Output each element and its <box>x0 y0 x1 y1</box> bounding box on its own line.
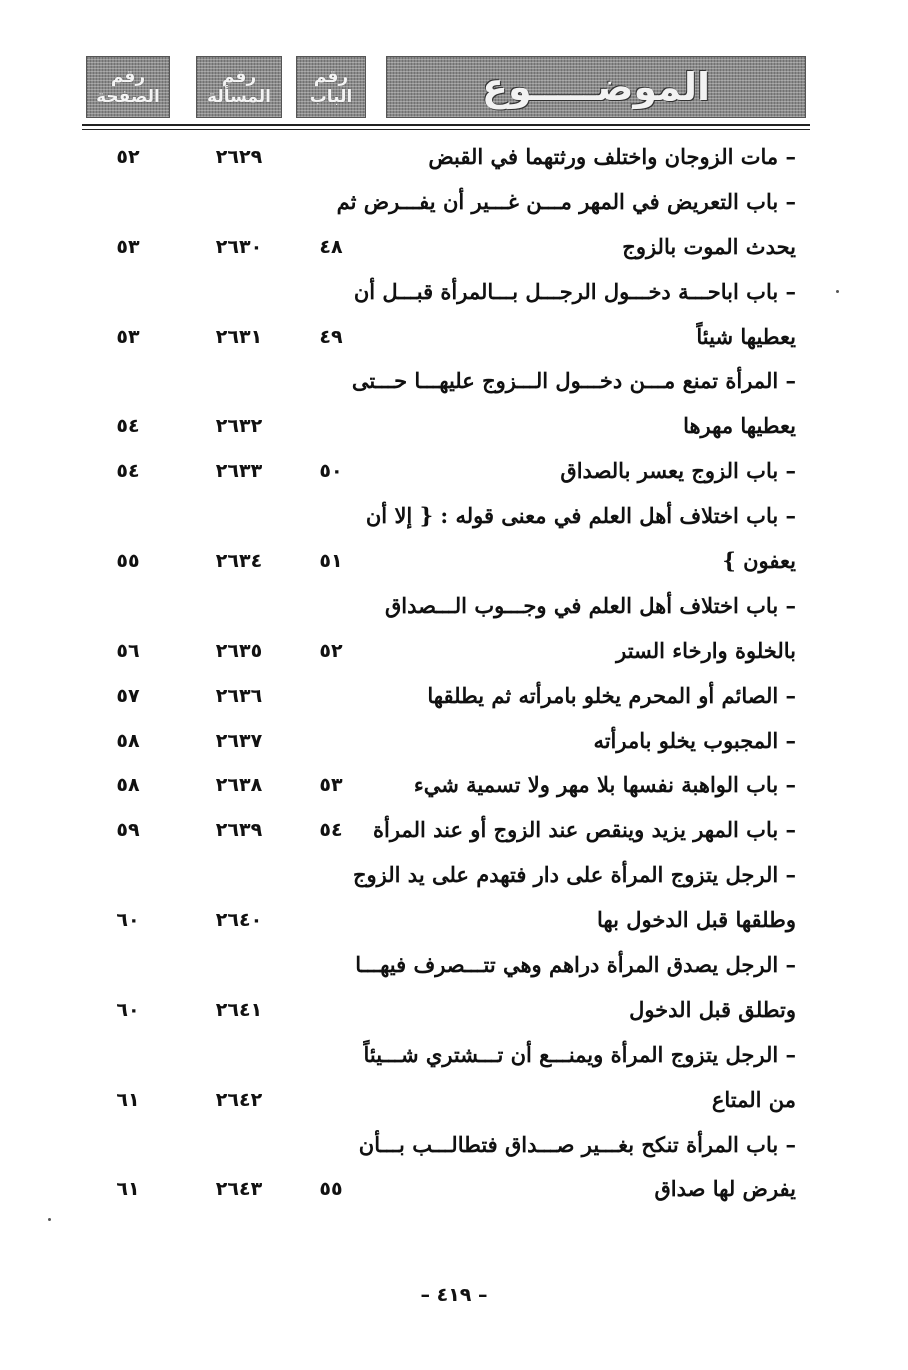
masala-number-cell: ٢٦٣٣ <box>215 460 263 483</box>
bab-number-cell <box>296 270 366 315</box>
masala-number-cell <box>196 180 282 225</box>
table-row <box>0 763 908 808</box>
header-bab-line1: رقم <box>313 67 349 87</box>
page-number-cell: ٥٤ <box>116 415 140 438</box>
table-row <box>0 1033 908 1078</box>
topic-cell: – الرجل يتزوج المرأة على دار فتهدم على يد الزوج <box>352 862 796 888</box>
page-number-cell <box>86 584 170 629</box>
table-row <box>0 719 908 764</box>
topic-cell: – المجبوب يخلو بامرأته <box>593 727 796 753</box>
page-number-cell <box>86 270 170 315</box>
table-row <box>0 943 908 988</box>
bab-number-cell <box>296 1078 366 1123</box>
bab-number-cell <box>296 853 366 898</box>
bab-number-cell <box>296 988 366 1033</box>
page-number-cell: ٥٨ <box>116 774 140 797</box>
topic-cell: – باب الواهبة نفسها بلا مهر ولا تسمية شيء <box>413 772 796 798</box>
page-number-cell: ٦٠ <box>116 998 140 1021</box>
masala-number-cell <box>196 1033 282 1078</box>
bab-number-cell <box>296 135 366 180</box>
page-number-cell: ٥٩ <box>116 819 140 842</box>
masala-number-cell <box>196 494 282 539</box>
masala-number-cell: ٢٦٣٢ <box>215 415 263 438</box>
header-bab-line2: الباب <box>309 87 353 107</box>
bab-number-cell: ٤٨ <box>319 235 343 258</box>
bab-number-cell: ٥٥ <box>319 1178 343 1201</box>
masala-number-cell: ٢٦٤٠ <box>215 909 263 932</box>
header-page-line2: الصفحة <box>96 87 160 107</box>
masala-number-cell <box>196 584 282 629</box>
page-number-cell: ٦٠ <box>116 909 140 932</box>
topic-cell: – باب اختلاف أهل العلم في وجـــوب الـــصداق <box>384 592 796 618</box>
bab-number-cell <box>296 1033 366 1078</box>
page-number-cell: ٥٢ <box>116 146 140 168</box>
index-table <box>0 135 908 1212</box>
page-number-cell: ٥٨ <box>116 729 140 752</box>
table-row <box>0 539 908 584</box>
table-row <box>0 629 908 674</box>
topic-cell: – باب اختلاف أهل العلم في معنى قوله : { إلا أن <box>365 503 796 529</box>
header-rule-thin <box>82 129 810 130</box>
header-page-line1: رقم <box>110 67 146 87</box>
page-number-cell: ٦١ <box>116 1088 140 1111</box>
page-number-cell: ٥٧ <box>116 684 140 707</box>
table-row <box>0 180 908 225</box>
table-row <box>0 1123 908 1168</box>
bab-number-cell <box>296 943 366 988</box>
bab-number-cell: ٥١ <box>319 550 343 573</box>
table-row <box>0 135 908 180</box>
table-row <box>0 1167 908 1212</box>
table-row <box>0 315 908 360</box>
topic-cell: يفرض لها صداق <box>654 1176 796 1202</box>
masala-number-cell: ٢٦٣٧ <box>215 729 263 752</box>
masala-number-cell <box>196 1123 282 1168</box>
page-number-cell: ٥٦ <box>116 639 140 662</box>
masala-number-cell: ٢٦٢٩ <box>215 146 263 168</box>
masala-number-cell: ٢٦٣٨ <box>215 774 263 797</box>
bab-number-cell: ٥٠ <box>319 460 343 483</box>
table-row <box>0 270 908 315</box>
topic-cell: يعطيها مهرها <box>683 413 796 439</box>
header-page-box <box>86 56 170 118</box>
header-masala-box <box>196 56 282 118</box>
masala-number-cell: ٢٦٣٥ <box>215 639 263 662</box>
table-row <box>0 449 908 494</box>
table-row <box>0 225 908 270</box>
table-row <box>0 494 908 539</box>
bab-number-cell <box>296 674 366 719</box>
masala-number-cell: ٢٦٣٩ <box>215 819 263 842</box>
topic-cell: – باب اباحـــة دخـــول الرجـــل بـــالمرأة قبـــل أن <box>353 278 796 304</box>
bab-number-cell: ٥٤ <box>319 819 343 842</box>
page-number-cell <box>86 494 170 539</box>
page-number-cell: ٥٥ <box>116 550 140 573</box>
page-number-cell: ٦١ <box>116 1178 140 1201</box>
topic-cell: بالخلوة وارخاء الستر <box>616 637 796 663</box>
print-speck <box>48 1218 51 1221</box>
table-row <box>0 988 908 1033</box>
topic-cell: – المرأة تمنع مـــن دخـــول الـــزوج عليهـــا حـــتى <box>351 368 796 394</box>
page-number-cell <box>86 1123 170 1168</box>
bab-number-cell <box>296 584 366 629</box>
topic-cell: من المتاع <box>711 1086 796 1112</box>
topic-cell: وتطلق قبل الدخول <box>629 996 796 1022</box>
page-number-cell <box>86 853 170 898</box>
table-row <box>0 674 908 719</box>
print-speck <box>836 290 839 293</box>
page-number-cell: ٥٣ <box>116 235 140 258</box>
header-rule-thick <box>82 124 810 126</box>
header-bab-box <box>296 56 366 118</box>
page-number-cell: ٥٣ <box>116 325 140 348</box>
masala-number-cell: ٢٦٣٦ <box>215 684 263 707</box>
bab-number-cell: ٤٩ <box>319 325 343 348</box>
table-row <box>0 1078 908 1123</box>
bab-number-cell <box>296 180 366 225</box>
masala-number-cell <box>196 943 282 988</box>
header-masala-line2: المسألة <box>207 87 271 107</box>
table-row <box>0 359 908 404</box>
page-number-cell: ٥٤ <box>116 460 140 483</box>
topic-cell: – باب المهر يزيد وينقص عند الزوج أو عند المرأة <box>373 817 796 843</box>
topic-cell: وطلقها قبل الدخول بها <box>597 907 796 933</box>
topic-cell: – باب المرأة تنكح بغـــير صـــداق فتطالـــب بـــأن <box>358 1131 796 1157</box>
masala-number-cell <box>196 270 282 315</box>
topic-cell: – باب التعريض في المهر مـــن غـــير أن يفـــرض ثم <box>336 188 796 214</box>
table-row <box>0 584 908 629</box>
topic-cell: يعفون } <box>722 548 796 574</box>
topic-cell: يحدث الموت بالزوج <box>622 233 796 259</box>
table-row <box>0 808 908 853</box>
page-number-cell <box>86 943 170 988</box>
header-topic-label: الموضـــــوع <box>481 65 711 109</box>
topic-cell: – مات الزوجان واختلف ورثتهما في القبض <box>428 144 796 169</box>
masala-number-cell: ٢٦٤٢ <box>215 1088 263 1111</box>
masala-number-cell: ٢٦٣١ <box>215 325 263 348</box>
masala-number-cell: ٢٦٤١ <box>215 998 263 1021</box>
bab-number-cell <box>296 359 366 404</box>
bab-number-cell: ٥٢ <box>319 639 343 662</box>
masala-number-cell: ٢٦٣٤ <box>215 550 263 573</box>
topic-cell: – الرجل يصدق المرأة دراهم وهي تتـــصرف فيهـــا <box>355 952 796 978</box>
table-row <box>0 404 908 449</box>
bab-number-cell <box>296 494 366 539</box>
masala-number-cell <box>196 853 282 898</box>
table-row <box>0 853 908 898</box>
masala-number-cell: ٢٦٣٠ <box>215 235 263 258</box>
page-number: – ٤١٩ – <box>420 1284 488 1306</box>
header-masala-line1: رقم <box>221 67 257 87</box>
bab-number-cell: ٥٣ <box>319 774 343 797</box>
table-row <box>0 898 908 943</box>
topic-cell: – الرجل يتزوج المرأة ويمنـــع أن تـــشتري شـــيئاً <box>363 1041 796 1067</box>
bab-number-cell <box>296 719 366 764</box>
page-number-cell <box>86 359 170 404</box>
bab-number-cell <box>296 404 366 449</box>
topic-cell: – الصائم أو المحرم يخلو بامرأته ثم يطلقها <box>427 682 796 708</box>
bab-number-cell <box>296 1123 366 1168</box>
bab-number-cell <box>296 898 366 943</box>
masala-number-cell: ٢٦٤٣ <box>215 1178 263 1201</box>
page-number-cell <box>86 180 170 225</box>
masala-number-cell <box>196 359 282 404</box>
topic-cell: – باب الزوج يعسر بالصداق <box>560 458 796 484</box>
header-topic-box <box>386 56 806 118</box>
page-number-cell <box>86 1033 170 1078</box>
topic-cell: يعطيها شيئاً <box>696 323 796 349</box>
